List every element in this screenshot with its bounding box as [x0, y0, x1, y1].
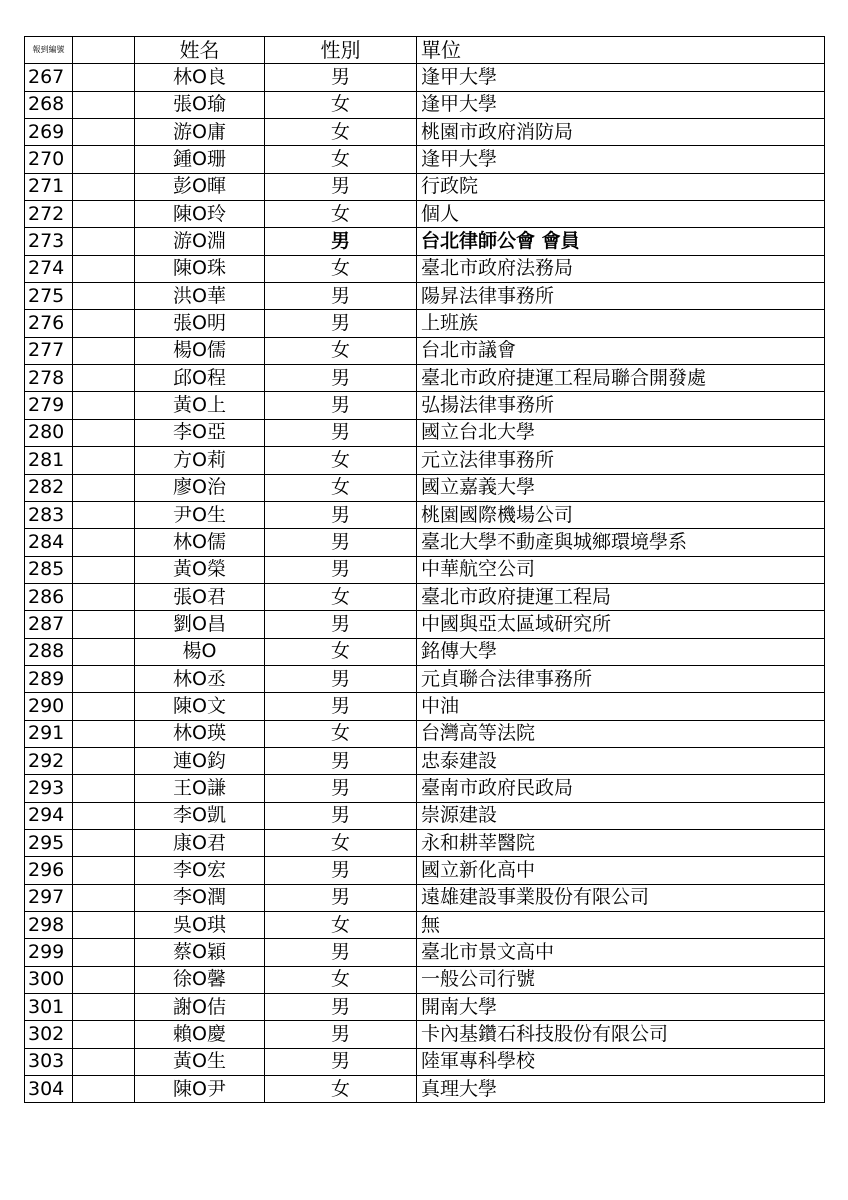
- unit-cell: 中國與亞太區域研究所: [417, 611, 825, 638]
- blank-cell: [73, 775, 135, 802]
- registration-number-cell: 270: [25, 146, 73, 173]
- name-cell: 張O明: [135, 310, 265, 337]
- gender-cell: 男: [265, 884, 417, 911]
- unit-cell: 真理大學: [417, 1076, 825, 1103]
- registration-number-cell: 280: [25, 419, 73, 446]
- table-row: [25, 228, 825, 255]
- unit-cell: 上班族: [417, 310, 825, 337]
- unit-cell: 臺南市政府民政局: [417, 775, 825, 802]
- gender-cell: 女: [265, 337, 417, 364]
- table-row: [25, 419, 825, 446]
- table-row: [25, 611, 825, 638]
- table-row: [25, 474, 825, 501]
- name-cell: 李O宏: [135, 857, 265, 884]
- table-row: [25, 447, 825, 474]
- name-cell: 廖O治: [135, 474, 265, 501]
- blank-cell: [73, 802, 135, 829]
- name-cell: 陳O珠: [135, 255, 265, 282]
- table-row: [25, 884, 825, 911]
- table-row: [25, 91, 825, 118]
- registration-number-cell: 292: [25, 747, 73, 774]
- gender-cell: 男: [265, 365, 417, 392]
- name-cell: 黃O上: [135, 392, 265, 419]
- unit-cell: 臺北市景文高中: [417, 939, 825, 966]
- name-cell: 謝O佶: [135, 994, 265, 1021]
- registration-number-cell: 284: [25, 529, 73, 556]
- gender-cell: 男: [265, 994, 417, 1021]
- gender-cell: 男: [265, 775, 417, 802]
- registration-number-cell: 288: [25, 638, 73, 665]
- table-row: [25, 1048, 825, 1075]
- gender-cell: 男: [265, 173, 417, 200]
- table-row: [25, 337, 825, 364]
- table-row: [25, 912, 825, 939]
- registration-number-cell: 285: [25, 556, 73, 583]
- registration-number-cell: 303: [25, 1048, 73, 1075]
- gender-cell: 女: [265, 912, 417, 939]
- unit-cell: 開南大學: [417, 994, 825, 1021]
- unit-cell: 國立新化高中: [417, 857, 825, 884]
- gender-cell: 女: [265, 638, 417, 665]
- unit-cell: 忠泰建設: [417, 747, 825, 774]
- name-cell: 徐O馨: [135, 966, 265, 993]
- blank-cell: [73, 1048, 135, 1075]
- header-name: 姓名: [135, 37, 265, 64]
- name-cell: 邱O程: [135, 365, 265, 392]
- table-row: [25, 365, 825, 392]
- blank-cell: [73, 337, 135, 364]
- gender-cell: 女: [265, 1076, 417, 1103]
- table-row: [25, 802, 825, 829]
- table-row: [25, 994, 825, 1021]
- name-cell: 陳O尹: [135, 1076, 265, 1103]
- registration-number-cell: 277: [25, 337, 73, 364]
- name-cell: 康O君: [135, 829, 265, 856]
- name-cell: 林O丞: [135, 665, 265, 692]
- unit-cell: 臺北市政府捷運工程局: [417, 583, 825, 610]
- table-row: [25, 501, 825, 528]
- table-row: [25, 693, 825, 720]
- name-cell: 游O庸: [135, 119, 265, 146]
- name-cell: 林O瑛: [135, 720, 265, 747]
- name-cell: 陳O玲: [135, 201, 265, 228]
- unit-cell: 陸軍專科學校: [417, 1048, 825, 1075]
- unit-cell: 元立法律事務所: [417, 447, 825, 474]
- blank-cell: [73, 173, 135, 200]
- unit-cell: 逢甲大學: [417, 146, 825, 173]
- name-cell: 連O鈞: [135, 747, 265, 774]
- unit-cell: 桃園市政府消防局: [417, 119, 825, 146]
- table-row: [25, 201, 825, 228]
- registration-number-cell: 287: [25, 611, 73, 638]
- gender-cell: 男: [265, 501, 417, 528]
- gender-cell: 男: [265, 693, 417, 720]
- header-registration-number: 報到編號: [25, 37, 73, 64]
- gender-cell: 男: [265, 939, 417, 966]
- name-cell: 黃O榮: [135, 556, 265, 583]
- registration-number-cell: 279: [25, 392, 73, 419]
- unit-cell: 永和耕莘醫院: [417, 829, 825, 856]
- blank-cell: [73, 392, 135, 419]
- gender-cell: 女: [265, 720, 417, 747]
- blank-cell: [73, 693, 135, 720]
- name-cell: 黃O生: [135, 1048, 265, 1075]
- gender-cell: 女: [265, 201, 417, 228]
- registration-number-cell: 296: [25, 857, 73, 884]
- table-row: [25, 857, 825, 884]
- table-row: [25, 939, 825, 966]
- name-cell: 洪O華: [135, 283, 265, 310]
- gender-cell: 女: [265, 91, 417, 118]
- unit-cell: 中華航空公司: [417, 556, 825, 583]
- blank-cell: [73, 474, 135, 501]
- unit-cell: 無: [417, 912, 825, 939]
- registration-number-cell: 299: [25, 939, 73, 966]
- name-cell: 楊O儒: [135, 337, 265, 364]
- unit-cell: 逢甲大學: [417, 64, 825, 91]
- blank-cell: [73, 255, 135, 282]
- blank-cell: [73, 857, 135, 884]
- header-blank: [73, 37, 135, 64]
- blank-cell: [73, 611, 135, 638]
- table-row: [25, 966, 825, 993]
- unit-cell: 中油: [417, 693, 825, 720]
- table-row: [25, 665, 825, 692]
- gender-cell: 男: [265, 556, 417, 583]
- gender-cell: 男: [265, 283, 417, 310]
- registration-number-cell: 290: [25, 693, 73, 720]
- registration-number-cell: 269: [25, 119, 73, 146]
- blank-cell: [73, 310, 135, 337]
- blank-cell: [73, 556, 135, 583]
- name-cell: 林O儒: [135, 529, 265, 556]
- unit-cell: 國立嘉義大學: [417, 474, 825, 501]
- unit-cell: 弘揚法律事務所: [417, 392, 825, 419]
- unit-cell: 遠雄建設事業股份有限公司: [417, 884, 825, 911]
- unit-cell: 一般公司行號: [417, 966, 825, 993]
- blank-cell: [73, 665, 135, 692]
- registration-number-cell: 286: [25, 583, 73, 610]
- unit-cell: 台灣高等法院: [417, 720, 825, 747]
- registration-number-cell: 293: [25, 775, 73, 802]
- name-cell: 方O莉: [135, 447, 265, 474]
- table-row: [25, 556, 825, 583]
- blank-cell: [73, 419, 135, 446]
- unit-cell: 銘傳大學: [417, 638, 825, 665]
- registration-table: [24, 36, 825, 1103]
- name-cell: 蔡O穎: [135, 939, 265, 966]
- name-cell: 鍾O珊: [135, 146, 265, 173]
- registration-number-cell: 291: [25, 720, 73, 747]
- gender-cell: 男: [265, 228, 417, 255]
- registration-number-cell: 267: [25, 64, 73, 91]
- registration-number-cell: 273: [25, 228, 73, 255]
- name-cell: 李O潤: [135, 884, 265, 911]
- gender-cell: 女: [265, 583, 417, 610]
- blank-cell: [73, 939, 135, 966]
- gender-cell: 男: [265, 747, 417, 774]
- name-cell: 李O凱: [135, 802, 265, 829]
- gender-cell: 男: [265, 1048, 417, 1075]
- gender-cell: 男: [265, 419, 417, 446]
- registration-number-cell: 294: [25, 802, 73, 829]
- blank-cell: [73, 201, 135, 228]
- table-row: [25, 173, 825, 200]
- unit-cell: 陽昇法律事務所: [417, 283, 825, 310]
- registration-number-cell: 272: [25, 201, 73, 228]
- blank-cell: [73, 228, 135, 255]
- blank-cell: [73, 146, 135, 173]
- blank-cell: [73, 994, 135, 1021]
- gender-cell: 男: [265, 611, 417, 638]
- blank-cell: [73, 966, 135, 993]
- blank-cell: [73, 912, 135, 939]
- registration-number-cell: 300: [25, 966, 73, 993]
- unit-cell: 行政院: [417, 173, 825, 200]
- registration-number-cell: 282: [25, 474, 73, 501]
- table-row: [25, 1021, 825, 1048]
- unit-cell: 臺北市政府法務局: [417, 255, 825, 282]
- gender-cell: 女: [265, 474, 417, 501]
- table-row: [25, 720, 825, 747]
- registration-number-cell: 289: [25, 665, 73, 692]
- name-cell: 王O謙: [135, 775, 265, 802]
- table-row: [25, 392, 825, 419]
- name-cell: 劉O昌: [135, 611, 265, 638]
- blank-cell: [73, 64, 135, 91]
- gender-cell: 男: [265, 64, 417, 91]
- unit-cell: 台北市議會: [417, 337, 825, 364]
- gender-cell: 女: [265, 829, 417, 856]
- blank-cell: [73, 283, 135, 310]
- unit-cell: 卡內基鑽石科技股份有限公司: [417, 1021, 825, 1048]
- name-cell: 林O良: [135, 64, 265, 91]
- unit-cell: 臺北大學不動產與城鄉環境學系: [417, 529, 825, 556]
- name-cell: 吳O琪: [135, 912, 265, 939]
- unit-cell: 台北律師公會 會員: [417, 228, 825, 255]
- table-row: [25, 1076, 825, 1103]
- unit-cell: 逢甲大學: [417, 91, 825, 118]
- gender-cell: 女: [265, 255, 417, 282]
- registration-number-cell: 283: [25, 501, 73, 528]
- header-row: [25, 37, 825, 64]
- unit-cell: 國立台北大學: [417, 419, 825, 446]
- blank-cell: [73, 1021, 135, 1048]
- unit-cell: 臺北市政府捷運工程局聯合開發處: [417, 365, 825, 392]
- table-row: [25, 775, 825, 802]
- unit-cell: 桃園國際機場公司: [417, 501, 825, 528]
- name-cell: 彭O暉: [135, 173, 265, 200]
- registration-number-cell: 302: [25, 1021, 73, 1048]
- registration-number-cell: 295: [25, 829, 73, 856]
- table-row: [25, 255, 825, 282]
- gender-cell: 女: [265, 146, 417, 173]
- gender-cell: 男: [265, 857, 417, 884]
- blank-cell: [73, 747, 135, 774]
- registration-number-cell: 301: [25, 994, 73, 1021]
- gender-cell: 男: [265, 802, 417, 829]
- blank-cell: [73, 583, 135, 610]
- table-row: [25, 64, 825, 91]
- name-cell: 李O亞: [135, 419, 265, 446]
- blank-cell: [73, 720, 135, 747]
- name-cell: 賴O慶: [135, 1021, 265, 1048]
- blank-cell: [73, 638, 135, 665]
- table-row: [25, 529, 825, 556]
- blank-cell: [73, 91, 135, 118]
- registration-number-cell: 298: [25, 912, 73, 939]
- name-cell: 游O淵: [135, 228, 265, 255]
- blank-cell: [73, 501, 135, 528]
- gender-cell: 女: [265, 119, 417, 146]
- gender-cell: 女: [265, 447, 417, 474]
- name-cell: 張O君: [135, 583, 265, 610]
- gender-cell: 男: [265, 1021, 417, 1048]
- registration-number-cell: 276: [25, 310, 73, 337]
- header-gender: 性別: [265, 37, 417, 64]
- blank-cell: [73, 1076, 135, 1103]
- gender-cell: 男: [265, 392, 417, 419]
- unit-cell: 個人: [417, 201, 825, 228]
- table-row: [25, 829, 825, 856]
- registration-number-cell: 297: [25, 884, 73, 911]
- registration-number-cell: 278: [25, 365, 73, 392]
- registration-number-cell: 268: [25, 91, 73, 118]
- registration-number-cell: 304: [25, 1076, 73, 1103]
- name-cell: 陳O文: [135, 693, 265, 720]
- table-row: [25, 310, 825, 337]
- table-row: [25, 747, 825, 774]
- table-row: [25, 638, 825, 665]
- blank-cell: [73, 884, 135, 911]
- name-cell: 尹O生: [135, 501, 265, 528]
- registration-number-cell: 275: [25, 283, 73, 310]
- name-cell: 楊O: [135, 638, 265, 665]
- gender-cell: 男: [265, 310, 417, 337]
- table-row: [25, 583, 825, 610]
- table-row: [25, 146, 825, 173]
- gender-cell: 男: [265, 529, 417, 556]
- blank-cell: [73, 119, 135, 146]
- header-unit: 單位: [417, 37, 825, 64]
- name-cell: 張O瑜: [135, 91, 265, 118]
- gender-cell: 女: [265, 966, 417, 993]
- table-row: [25, 283, 825, 310]
- registration-number-cell: 274: [25, 255, 73, 282]
- blank-cell: [73, 365, 135, 392]
- unit-cell: 元貞聯合法律事務所: [417, 665, 825, 692]
- registration-number-cell: 271: [25, 173, 73, 200]
- blank-cell: [73, 447, 135, 474]
- blank-cell: [73, 829, 135, 856]
- blank-cell: [73, 529, 135, 556]
- gender-cell: 男: [265, 665, 417, 692]
- registration-number-cell: 281: [25, 447, 73, 474]
- unit-cell: 崇源建設: [417, 802, 825, 829]
- table-row: [25, 119, 825, 146]
